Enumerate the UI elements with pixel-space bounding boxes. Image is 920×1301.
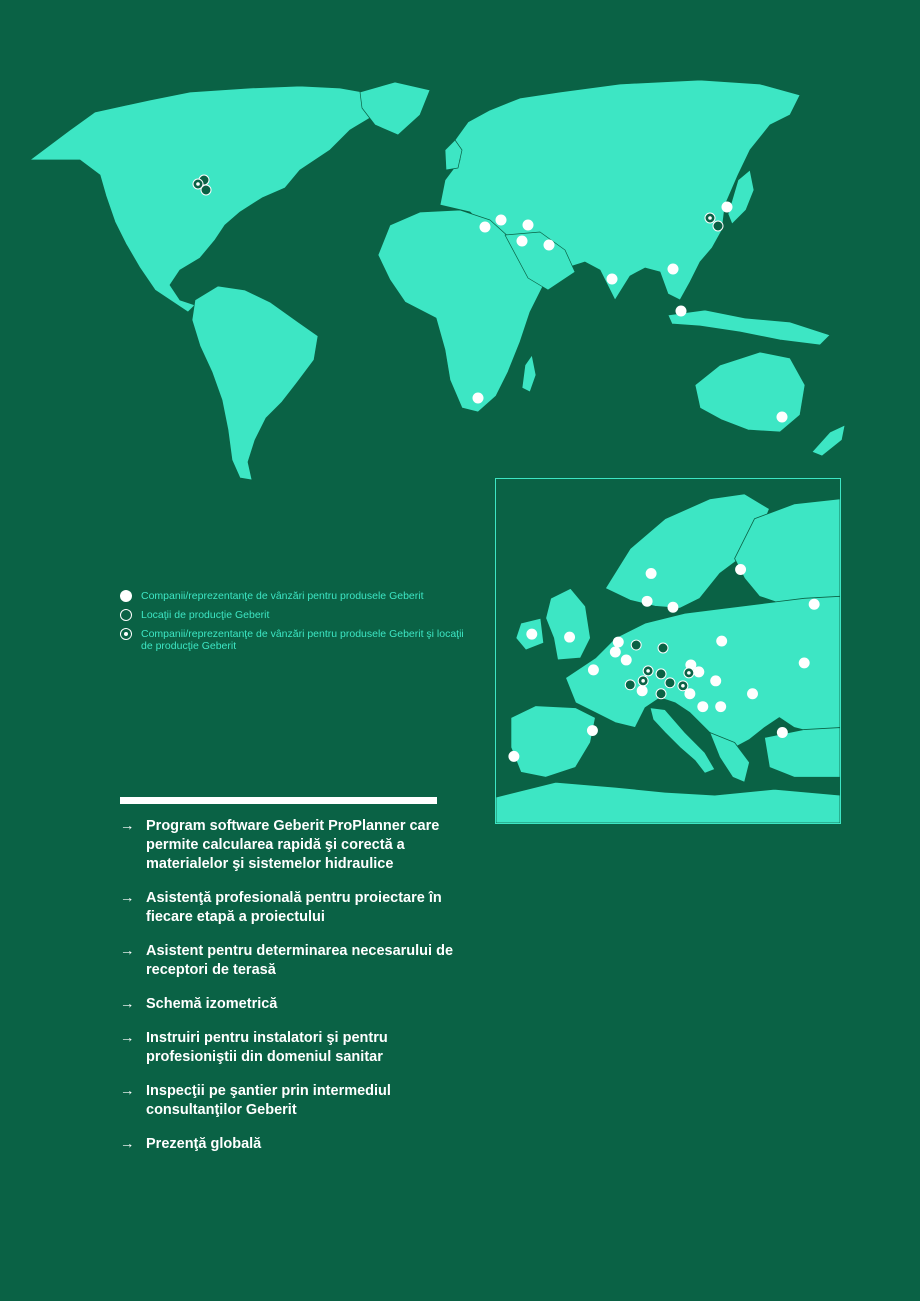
legend-label: Companii/reprezentanţe de vânzări pentru produsele Geberit — [141, 590, 424, 602]
arrow-right-icon: → — [120, 890, 135, 906]
sales-dot — [693, 666, 704, 677]
sales-dot — [715, 701, 726, 712]
sales-dot — [747, 688, 758, 699]
sales-dot — [646, 568, 657, 579]
sales-dot — [523, 220, 534, 231]
arrow-right-icon: → — [120, 996, 135, 1012]
list-item — [120, 1135, 460, 1154]
map-legend — [120, 590, 471, 659]
sales-dot — [697, 701, 708, 712]
indonesia-shape — [668, 310, 830, 345]
sales-dot — [480, 222, 491, 233]
feature-text: Prezenţă globală — [146, 1136, 262, 1152]
sales-dot — [621, 654, 632, 665]
production-dot — [658, 643, 668, 653]
europe-inset-map — [495, 478, 841, 824]
production-dot — [631, 640, 641, 650]
turkey-shape — [764, 728, 840, 778]
outline-circle-icon — [120, 609, 132, 621]
list-item — [120, 817, 460, 874]
sales-dot — [642, 596, 653, 607]
list-item — [120, 942, 460, 980]
sales-dot — [637, 685, 648, 696]
sales-dot — [716, 636, 727, 647]
sales-dot — [607, 274, 618, 285]
sales-dot — [564, 632, 575, 643]
production-dot — [656, 669, 666, 679]
greenland-shape — [360, 82, 430, 135]
list-item — [120, 889, 460, 927]
list-item — [120, 1082, 460, 1120]
sales-dot — [809, 599, 820, 610]
sales-dot — [676, 306, 687, 317]
sales-dot — [710, 675, 721, 686]
sales-dot — [777, 412, 788, 423]
sales-dot — [613, 637, 624, 648]
feature-list — [120, 817, 460, 1169]
arrow-right-icon: → — [120, 1136, 135, 1152]
feature-text: Asistent pentru determinarea necesarului de receptori de terasă — [146, 943, 454, 978]
north-america-shape — [30, 86, 385, 312]
feature-text: Inspecţii pe şantier prin intermediul consultanţilor Geberit — [146, 1083, 391, 1118]
legend-label: Locaţii de producţie Geberit — [141, 609, 270, 621]
sales-dot — [588, 664, 599, 675]
dotted-circle-icon — [120, 628, 132, 640]
legend-item-combined — [120, 628, 471, 652]
filled-circle-icon — [120, 590, 132, 602]
australia-shape — [695, 352, 805, 432]
production-dot — [656, 689, 666, 699]
arrow-right-icon: → — [120, 1083, 135, 1099]
feature-text: Instruiri pentru instalatori şi pentru profesioniştii din domeniul sanitar — [146, 1030, 388, 1065]
new-zealand-shape — [812, 425, 845, 456]
feature-text: Asistenţă profesională pentru proiectare în fiecare etapă a proiectului — [146, 890, 442, 925]
madagascar-shape — [522, 355, 536, 392]
sales-dot — [496, 215, 507, 226]
sales-dot — [777, 727, 788, 738]
sales-dot — [508, 751, 519, 762]
production-dot — [625, 680, 635, 690]
south-america-shape — [192, 286, 318, 480]
arrow-right-icon: → — [120, 1030, 135, 1046]
feature-text: Program software Geberit ProPlanner care permite calcularea rapidă şi corectă a materialelor şi sistemelor hidraulice — [146, 818, 440, 872]
list-item — [120, 1029, 460, 1067]
sales-dot — [610, 647, 621, 658]
arrow-right-icon: → — [120, 943, 135, 959]
sales-dot — [544, 240, 555, 251]
sales-dot — [668, 602, 679, 613]
sales-dot — [722, 202, 733, 213]
arrow-right-icon: → — [120, 818, 135, 834]
sales-dot — [587, 725, 598, 736]
sales-dot — [526, 629, 537, 640]
sales-dot — [473, 393, 484, 404]
legend-label: Companii/reprezentanţe de vânzări pentru produsele Geberit şi locaţii de producţie Geberit — [141, 628, 464, 652]
sales-dot — [799, 657, 810, 668]
sales-dot — [517, 236, 528, 247]
sales-dot — [735, 564, 746, 575]
feature-text: Schemă izometrică — [146, 996, 278, 1012]
divider-bar — [120, 797, 437, 804]
legend-item-sales — [120, 590, 471, 602]
list-item — [120, 995, 460, 1014]
world-map — [0, 60, 920, 500]
production-dot — [665, 678, 675, 688]
sales-dot — [668, 264, 679, 275]
legend-item-production — [120, 609, 471, 621]
production-dot — [713, 221, 723, 231]
